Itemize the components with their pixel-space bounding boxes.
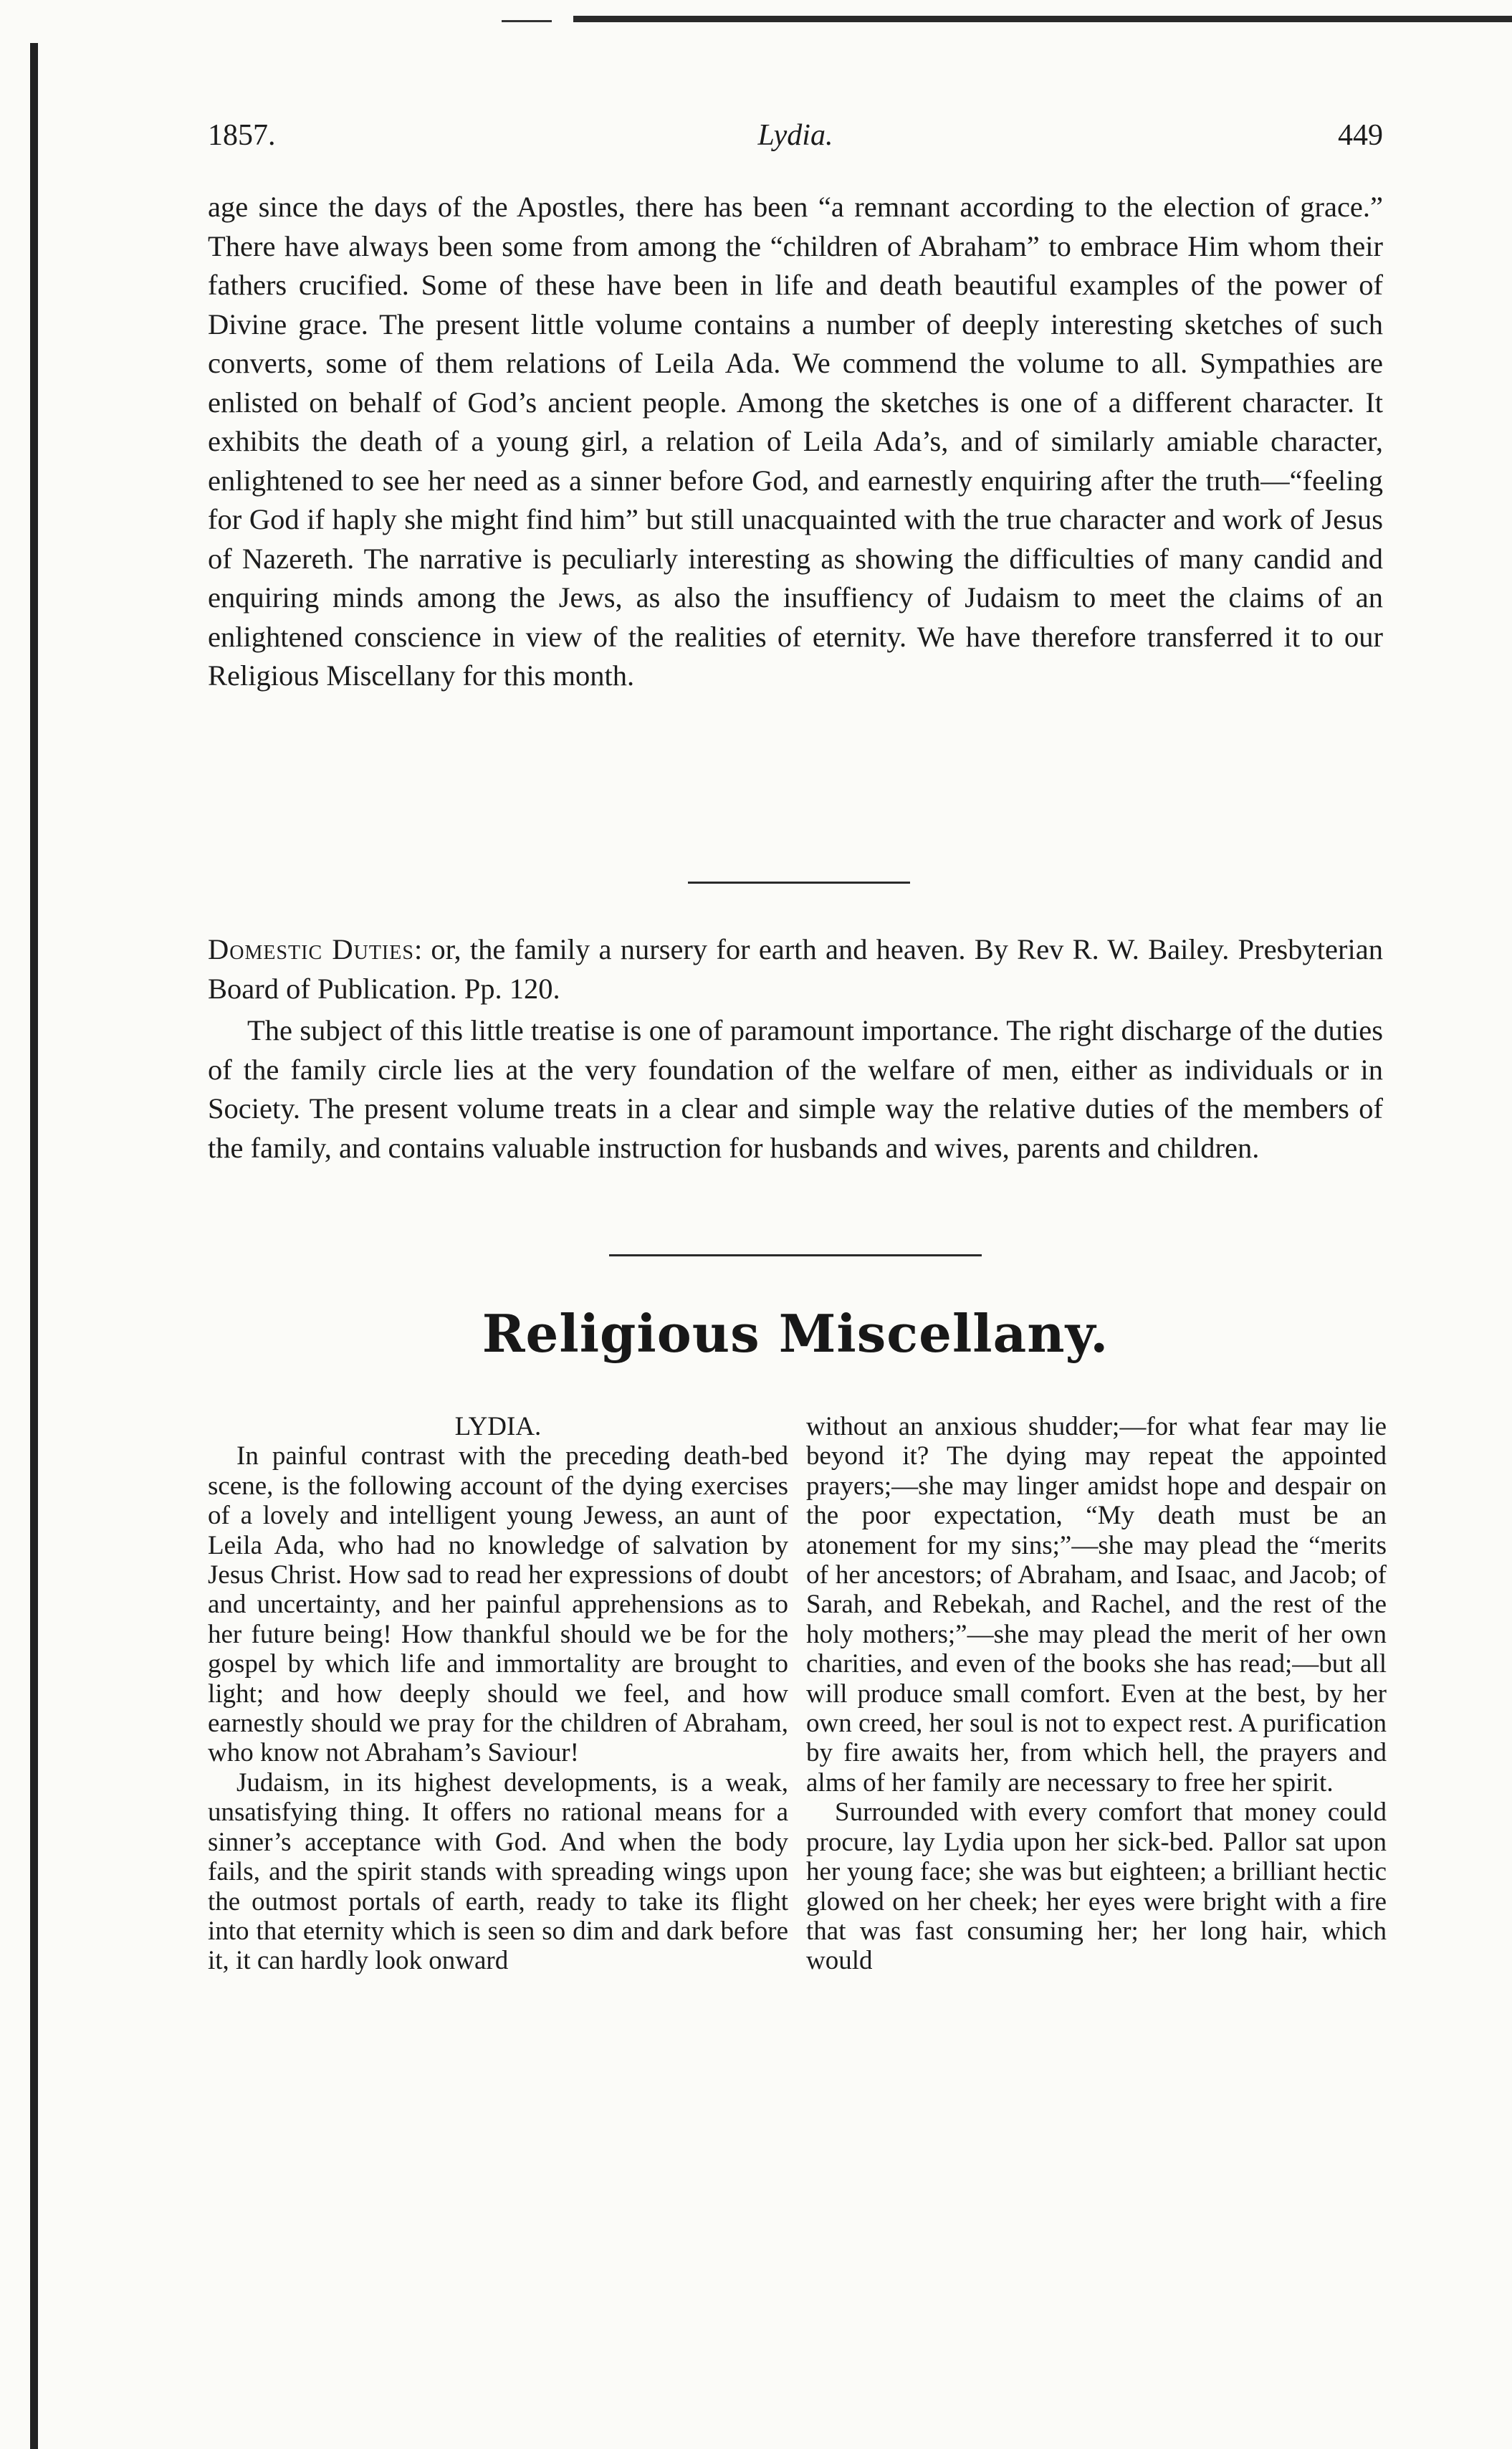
book-review: [208, 930, 1383, 1168]
review-book-title: Domestic Duties: [208, 933, 414, 965]
page-number: 449: [1338, 119, 1383, 152]
page-spine-shadow: [30, 43, 38, 2449]
review-body: The subject of this little treatise is one of paramount importance. The right discharge of the duties of the family circle lies at the very foundation of the welfare of men, either as individuals or in Society. The present volume treats in a clear and simple way the relative duties of the members of the family, and contains valuable instruction for husbands and wives, parents and children.: [208, 1014, 1383, 1164]
running-header: [208, 118, 1383, 161]
section-title: Religious Miscellany.: [482, 1303, 1109, 1364]
article-paragraph: In painful contrast with the preceding death-bed scene, is the following account of the dying exercises of a lovely and intelligent young Jewess, an aunt of Leila Ada, who had no knowledge of salvation by Jesus Christ. How sad to read her expressions of doubt and uncertainty, and her painful apprehensions as to her future being! How thankful should we be for the gospel by which life and immortality are brought to light; and how deeply should we feel, and how earnestly should we pray for the children of Abraham, who know not Abraham’s Saviour!: [208, 1441, 788, 1768]
separator-rule: [688, 882, 910, 884]
article-heading: LYDIA.: [454, 1412, 542, 1441]
separator-rule: [609, 1254, 982, 1256]
article-paragraph: without an anxious shudder;—for what fear may lie beyond it? The dying may repeat the appointed prayers;—she may linger amidst hope and despair on the poor expectation, “My death must be an atonement for my sins;”—she may plead the “merits of her ancestors; of Abraham, and Isaac, and Jacob; of Sarah, and Rebekah, and Rachel, and the rest of the holy mothers;”—she may plead the merit of her own charities, and even of the books she has read;—but all will produce small comfort. Even at the best, by her own creed, her soul is not to expect rest. A purification by fire awaits her, from which hell, the prayers and alms of her family are necessary to free her spirit.: [806, 1412, 1387, 1798]
review-heading: [208, 930, 1383, 1008]
continuation-paragraph: [208, 188, 1383, 696]
review-heading-rest: : or, the family a nursery for earth and heaven. By Rev R. W. Bailey. Presbyterian Board of Publication. Pp. 120.: [208, 933, 1383, 1005]
article-paragraph: Judaism, in its highest developments, is a weak, unsatisfying thing. It offers no rational means for a sinner’s acceptance with God. And when the body fails, and the spirit stands with spreading wings upon the outmost portals of earth, ready to take its flight into that eternity which is seen so dim and dark before it, it can hardly look onward: [208, 1767, 788, 1976]
article-left-column: [208, 1412, 788, 1976]
top-rule-short: [502, 20, 552, 22]
continuation-text: age since the days of the Apostles, there has been “a remnant according to the election of grace.” There have always been some from among the “children of Abraham” to embrace Him whom their fathers crucified. Some of these have been in life and death beautiful examples of the power of Divine grace. The present little volume contains a number of deeply interesting sketches of such converts, some of them relations of Leila Ada. We commend the volume to all. Sympathies are enlisted on behalf of God’s ancient people. Among the sketches is one of a different character. It exhibits the death of a young girl, a relation of Leila Ada’s, and of similarly amiable character, enlightened to see her need as a sinner before God, and earnestly enquiring after the truth—“feeling for God if haply she might find him” but still unacquainted with the true character and work of Jesus of Nazereth. The narrative is peculiarly interesting as showing the difficulties of many candid and enquiring minds among the Jews, as also the insuffiency of Judaism to meet the claims of an enlightened conscience in view of the realities of eternity. We have therefore transferred it to our Religious Miscellany for this month.: [208, 191, 1383, 692]
article-paragraph: Surrounded with every comfort that money could procure, lay Lydia upon her sick-bed. Pallor sat upon her young face; she was but eighteen; a brilliant hectic glowed on her cheek; her eyes were bright with a fire that was fast consuming her; her long hair, which would: [806, 1798, 1387, 1976]
header-title: Lydia.: [757, 119, 833, 152]
header-year: 1857.: [208, 119, 276, 152]
top-rule-long: [573, 16, 1512, 22]
article-right-column: [806, 1412, 1387, 1976]
